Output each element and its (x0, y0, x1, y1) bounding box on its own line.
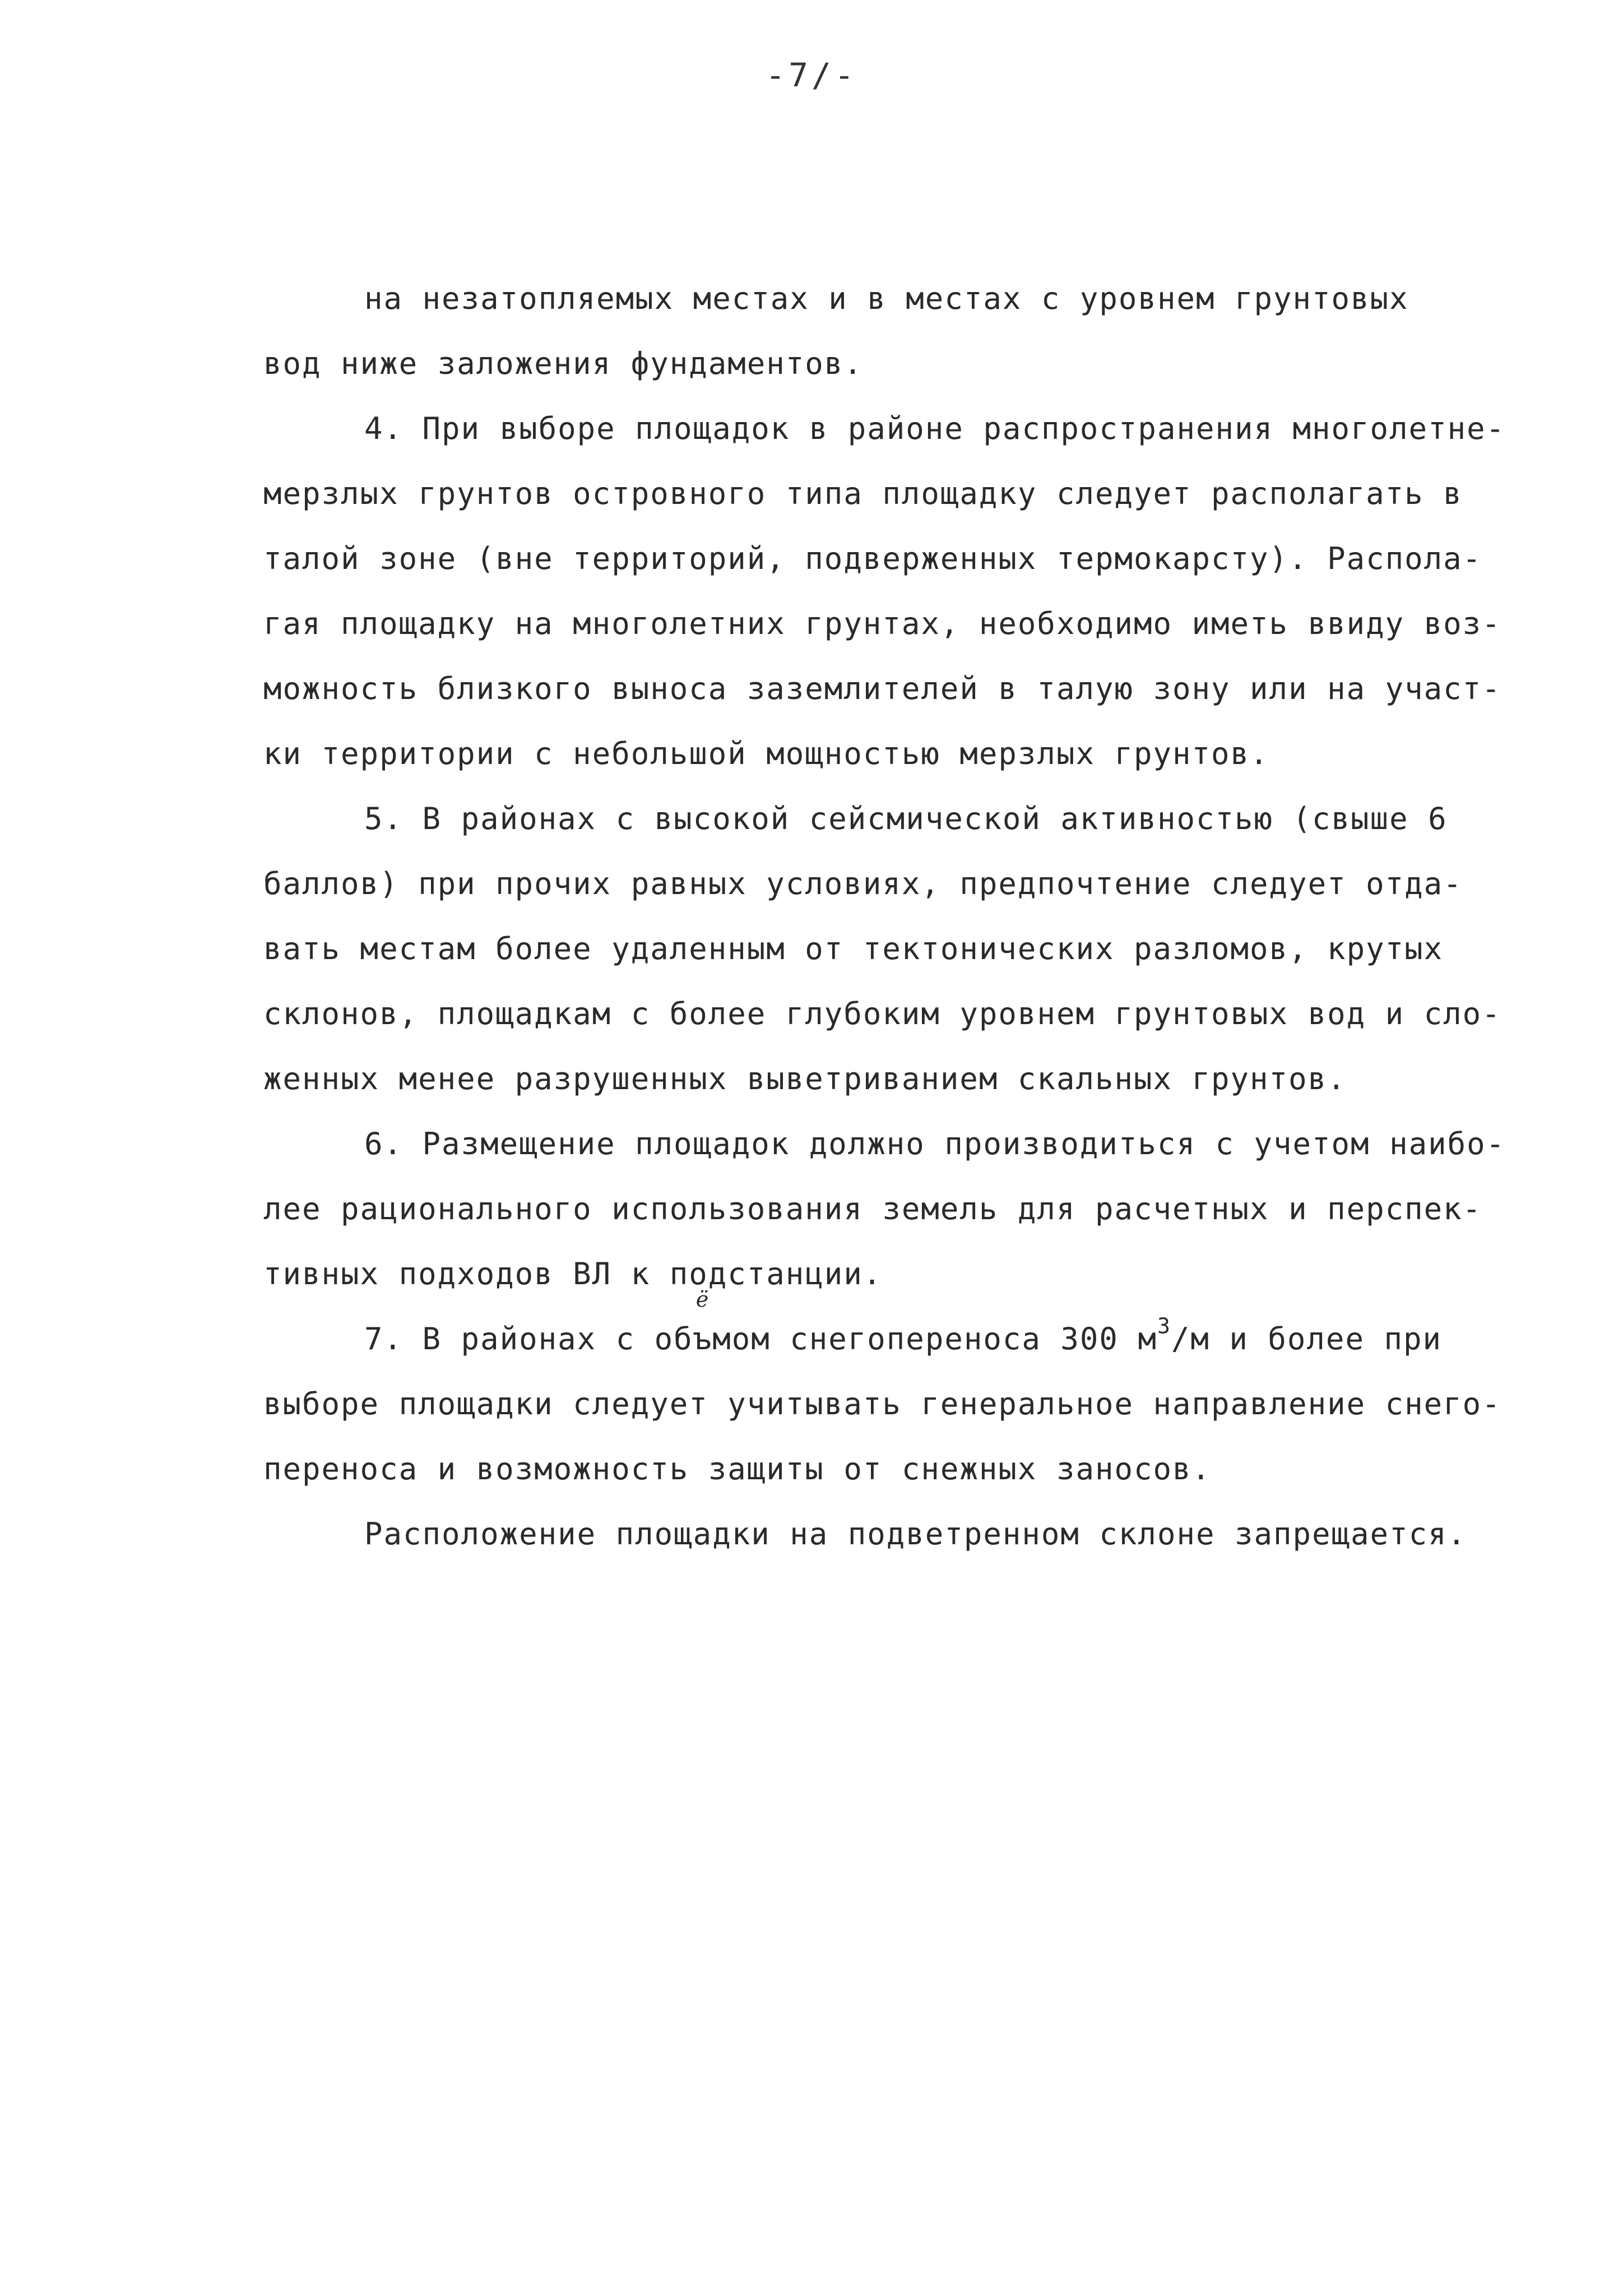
document-body (263, 266, 1569, 1567)
text-line: талой зоне (вне территорий, подверженных термокарсту). Распола- (263, 541, 1482, 576)
text-segment: ъ (693, 1321, 713, 1357)
text-line: на незатопляемых местах и в местах с уровнем грунтовых (364, 281, 1409, 316)
text-line: баллов) при прочих равных условиях, предпочтение следует отда- (263, 866, 1463, 901)
text-line: вать местам более удаленным от тектонических разломов, крутых (263, 931, 1444, 966)
closing-line: Расположение площадки на подветренном склоне запрещается. (364, 1516, 1467, 1552)
page-number: -7/- (766, 56, 857, 94)
text-line: ки территории с небольшой мощностью мерзлых грунтов. (263, 736, 1269, 771)
item-5-line: 5. В районах с высокой сейсмической активностью (свыше 6 (364, 801, 1448, 836)
text-line: переноса и возможность защиты от снежных заносов. (263, 1451, 1212, 1487)
text-line: гая площадку на многолетних грунтах, необходимо иметь ввиду воз- (263, 606, 1501, 641)
text-segment: 7. В районах с об (364, 1321, 693, 1357)
text-line: мерзлых грунтов островного типа площадку следует располагать в (263, 476, 1463, 511)
item-4-line: 4. При выборе площадок в районе распространения многолетне- (364, 411, 1506, 446)
text-line: вод ниже заложения фундаментов. (263, 346, 863, 381)
item-7-line (263, 1286, 1569, 1372)
text-segment: /м и более при (1171, 1321, 1442, 1357)
superscript: 3 (1157, 1313, 1171, 1339)
text-segment: мом снегопереноса 300 м (712, 1321, 1157, 1357)
text-line: женных менее разрушенных выветриванием скальных грунтов. (263, 1061, 1347, 1096)
corrected-letter (693, 1286, 713, 1372)
text-line: тивных подходов ВЛ к подстанции. (263, 1256, 883, 1292)
text-line: лее рационального использования земель для расчетных и перспек- (263, 1191, 1482, 1226)
text-line: выборе площадки следует учитывать генеральное направление снего- (263, 1386, 1501, 1422)
handwritten-correction: ё (695, 1286, 710, 1312)
text-line: склонов, площадкам с более глубоким уровнем грунтовых вод и сло- (263, 996, 1501, 1031)
text-line: можность близкого выноса заземлителей в талую зону или на участ- (263, 671, 1501, 706)
item-6-line: 6. Размещение площадок должно производиться с учетом наибо- (364, 1126, 1506, 1161)
